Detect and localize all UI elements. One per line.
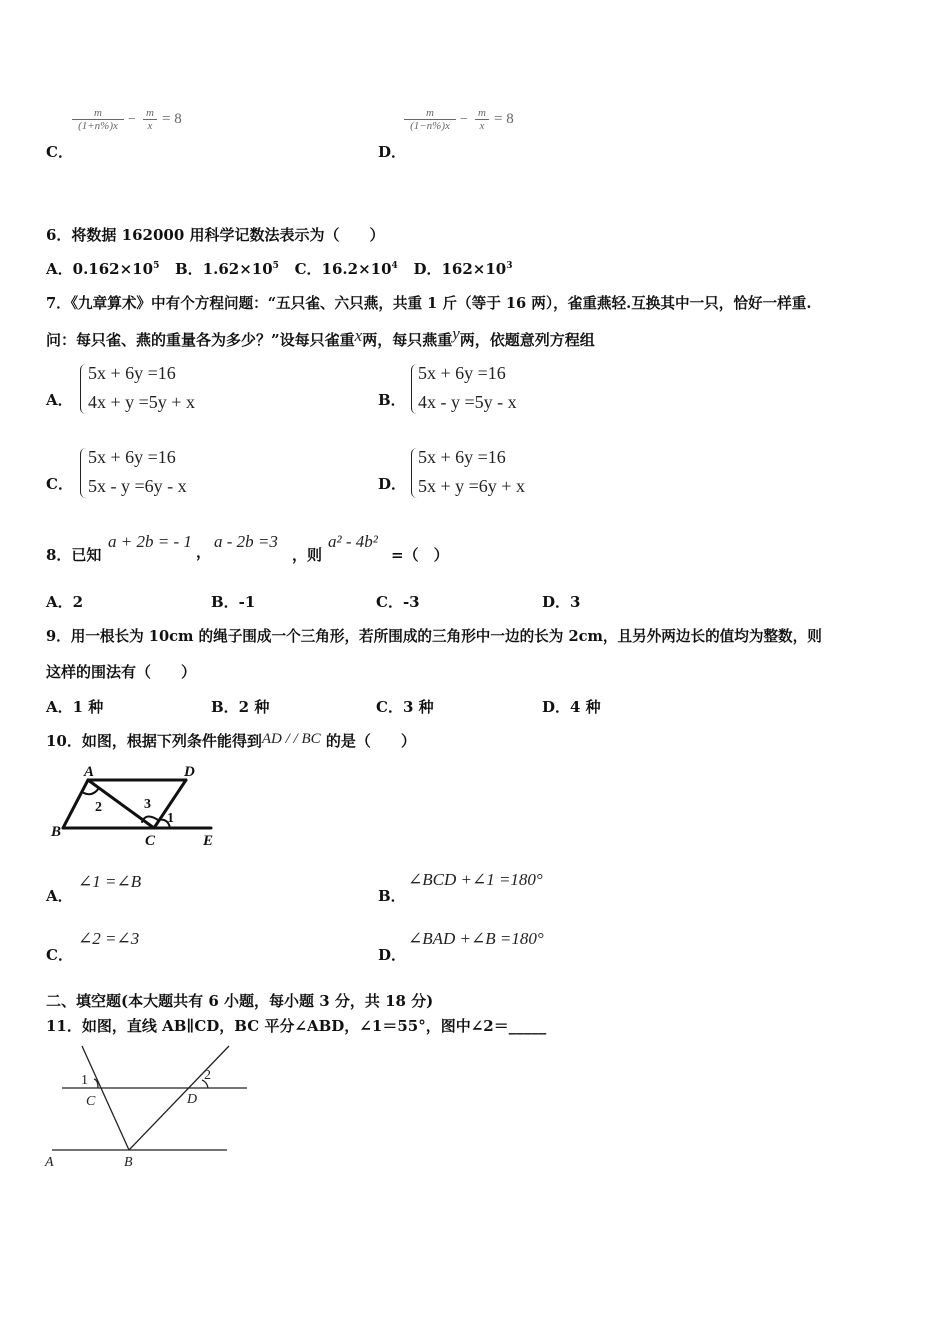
q10-figure: [46, 760, 226, 852]
q10-option-b-label: B．: [378, 887, 406, 905]
q10-option-d-expr: ∠BAD +∠B =180°: [408, 929, 544, 948]
q7-a-eq2: 4x + y =5y + x: [88, 392, 195, 412]
q7-stem-line1: 7．《九章算术》中有个方程问题：“五只雀、六只燕，共重 1 斤（等于 16 两），雀重燕轻.互换其中一只，恰好一样重.: [46, 295, 812, 312]
q11-figure: [42, 1042, 252, 1172]
q5-c-den2: x: [143, 119, 157, 132]
q8-eq1: a + 2b = - 1: [108, 532, 192, 551]
q9-option-d: D．4 种: [542, 698, 601, 716]
q10-line-ab: [63, 780, 88, 828]
q6-option-c: C．$16.2\times 10^4$: [294, 260, 398, 278]
q7-a-brace: [80, 364, 87, 414]
q11-label-d: D: [187, 1092, 198, 1107]
q6-option-d: D．$162\times 10^3$: [413, 260, 513, 278]
q8-option-d: D．3: [542, 593, 581, 611]
q9-option-a: A．1 种: [46, 698, 104, 716]
q10-option-a-label: A．: [46, 887, 73, 905]
q5-d-fraction-1: [404, 107, 456, 132]
q10-option-a-expr: ∠1 =∠B: [78, 872, 142, 891]
q5-c-equals: = 8: [162, 111, 182, 127]
q10-label-b: B: [51, 824, 62, 840]
q7-c-eq1: 5x + 6y =16: [88, 447, 176, 467]
q8-option-b: B．-1: [211, 593, 256, 611]
q8-stem-prefix: 8．已知: [46, 546, 102, 564]
q10-stem: 10．如图，根据下列条件能得到AD / / BC 的是（ ）: [46, 731, 416, 750]
q6-stem: 6．将数据 162000 用科学记数法表示为（ ）: [46, 226, 385, 244]
q10-label-a: A: [84, 764, 95, 780]
q10-option-d-label: D．: [378, 946, 407, 964]
q11-label-a: A: [45, 1155, 54, 1170]
q7-option-d-label: D．: [378, 475, 407, 493]
q7-b-brace: [411, 364, 418, 414]
q10-label-e: E: [203, 833, 214, 849]
q8-expr: a² - 4b²: [328, 532, 378, 551]
q5-c-den1: (1+n%)x: [72, 119, 124, 132]
q7-a-eq1: 5x + 6y =16: [88, 363, 176, 383]
q8-eq2: a - 2b =3: [214, 532, 278, 551]
q5-c-fraction-1: [72, 107, 124, 132]
q5-d-fraction-2: [475, 107, 489, 132]
q8-then: ，则: [292, 546, 323, 564]
q8-option-a: A．2: [46, 593, 84, 611]
q11-line-bd: [129, 1046, 229, 1150]
q10-option-b-expr: ∠BCD +∠1 =180°: [408, 870, 543, 889]
q7-var-x: x: [354, 326, 363, 345]
q10-angle-3: 3: [144, 797, 151, 812]
q8-tail: =（ ）: [391, 546, 449, 564]
q7-c-eq2: 5x - y =6y - x: [88, 476, 187, 496]
q5-d-num2: m: [478, 107, 486, 119]
q9-option-b: B．2 种: [211, 698, 270, 716]
q7-option-c-label: C．: [46, 475, 73, 493]
q9-option-c: C．3 种: [376, 698, 434, 716]
q7-b-eq1: 5x + 6y =16: [418, 363, 506, 383]
q11-angle-2: 2: [204, 1068, 211, 1083]
q5-d-equals: = 8: [494, 111, 514, 127]
q7-c-brace: [80, 448, 87, 498]
q11-label-c: C: [86, 1094, 96, 1109]
q7-d-eq1: 5x + 6y =16: [418, 447, 506, 467]
q6-option-a: A．$0.162\times 10^5$: [46, 260, 160, 278]
q10-angle-1: 1: [167, 811, 174, 826]
q5-c-minus: −: [128, 112, 136, 127]
q10-angle-2: 2: [95, 800, 102, 815]
q5-c-num1: m: [94, 107, 102, 119]
q7-d-brace: [411, 448, 418, 498]
q7-stem-line2: 问：每只雀、燕的重量各为多少？”设每只雀重x两，每只燕重y两，依题意列方程组: [46, 324, 595, 349]
q7-d-eq2: 5x + y =6y + x: [418, 476, 525, 496]
q9-stem-line2: 这样的围法有（ ）: [46, 663, 197, 681]
q8-sep: ，: [196, 543, 212, 561]
section2-title: 二、填空题(本大题共有 6 小题，每小题 3 分，共 18 分): [46, 992, 434, 1010]
q10-condition: AD / / BC: [261, 731, 321, 747]
q5-d-den1: (1−n%)x: [404, 119, 456, 132]
q11-label-b: B: [124, 1155, 133, 1170]
q10-option-c-label: C．: [46, 946, 73, 964]
q5-option-d-label: D．: [378, 143, 407, 161]
q10-option-c-expr: ∠2 =∠3: [78, 929, 140, 948]
q5-d-minus: −: [460, 112, 468, 127]
q5-c-num2: m: [146, 107, 154, 119]
q7-option-a-label: A．: [46, 391, 73, 409]
q11-stem: 11．如图，直线 AB∥CD，BC 平分∠ABD，∠1＝55°，图中∠2＝_____: [46, 1017, 547, 1035]
q10-label-c: C: [145, 833, 156, 849]
q6-option-b: B．$1.62\times 10^5$: [175, 260, 279, 278]
q7-b-eq2: 4x - y =5y - x: [418, 392, 517, 412]
q11-angle-1: 1: [81, 1073, 88, 1088]
q9-stem-line1: 9．用一根长为 10cm 的绳子围成一个三角形，若所围成的三角形中一边的长为 2cm，且另外两边长的值均为整数，则: [46, 628, 822, 645]
q8-option-c: C．-3: [376, 593, 420, 611]
q7-option-b-label: B．: [378, 391, 406, 409]
q10-label-d: D: [184, 764, 195, 780]
q5-d-den2: x: [475, 119, 489, 132]
q5-c-fraction-2: [143, 107, 157, 132]
q6-options: [46, 258, 512, 279]
q5-d-num1: m: [426, 107, 434, 119]
q7-var-y: y: [452, 324, 460, 343]
q5-option-c-label: C．: [46, 143, 73, 161]
